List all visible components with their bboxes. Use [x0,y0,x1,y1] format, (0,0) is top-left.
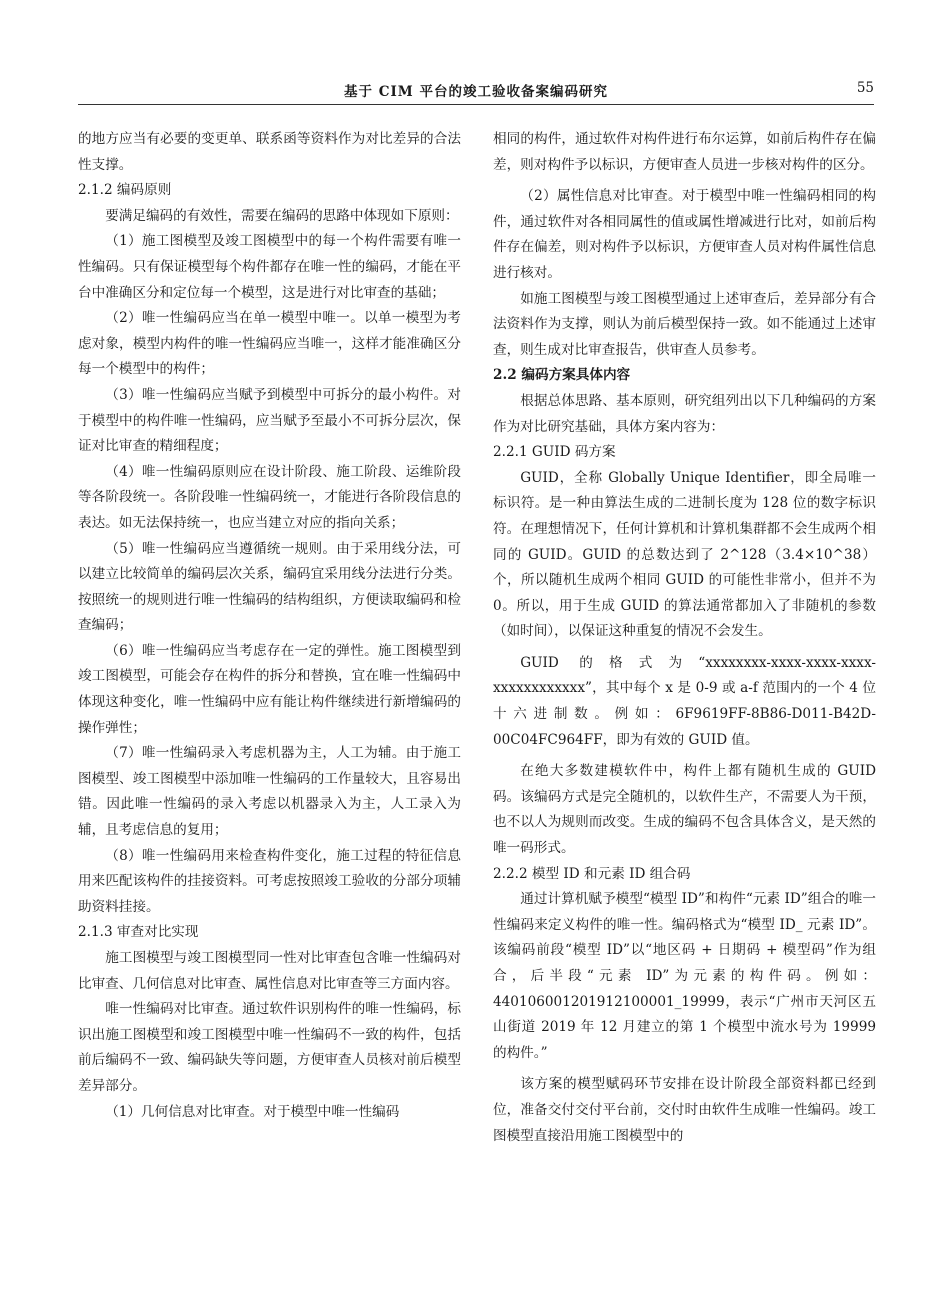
section-heading-2-2-1: 2.2.1 GUID 码方案 [493,444,616,461]
paragraph: 施工图模型与竣工图模型同一性对比审查包含唯一性编码对比审查、几何信息对比审查、属性信息对比审查等三方面内容。 [78,950,461,992]
paragraph: （2）属性信息对比审查。对于模型中唯一性编码相同的构件，通过软件对各相同属性的值或属性增减进行比对，如前后构件存在偏差，则对构件予以标识，方便审查人员对构件属性信息进行核对。 [493,188,876,281]
running-header [78,78,874,105]
paragraph: （1）几何信息对比审查。对于模型中唯一性编码 [105,1103,400,1120]
section-heading-2-1-3: 2.1.3 审查对比实现 [78,924,199,941]
paragraph: 如施工图模型与竣工图模型通过上述审查后，差异部分有合法资料作为支撑，则认为前后模型保持一致。如不能通过上述审查，则生成对比审查报告，供审查人员参考。 [493,290,876,358]
paragraph: （6）唯一性编码应当考虑存在一定的弹性。施工图模型到竣工图模型，可能会存在构件的拆分和替换，宜在唯一性编码中体现这种变化，唯一性编码中应有能让构件继续进行新增编码的操作弹性； [78,642,461,736]
paragraph: 唯一性编码对比审查。通过软件识别构件的唯一性编码，标识出施工图模型和竣工图模型中唯一性编码不一致的构件，包括前后编码不一致、编码缺失等问题，方便审查人员核对前后模型差异部分。 [78,1001,461,1094]
paragraph: （5）唯一性编码应当遵循统一规则。由于采用线分法，可以建立比较简单的编码层次关系，编码宜采用线分法进行分类。按照统一的规则进行唯一性编码的结构组织，方便读取编码和检查编码； [78,540,461,634]
right-column [493,127,876,1149]
paragraph: （3）唯一性编码应当赋予到模型中可拆分的最小构件。对于模型中的构件唯一性编码，应当赋予至最小不可拆分层次，保证对比审查的精细程度； [78,386,461,455]
paragraph: （7）唯一性编码录入考虑机器为主，人工为辅。由于施工图模型、竣工图模型中添加唯一性编码的工作量较大，且容易出错。因此唯一性编码的录入考虑以机器录入为主，人工录入为辅，且考虑信息的复用； [78,745,461,839]
page-number: 55 [856,80,874,96]
paragraph: 根据总体思路、基本原则，研究组列出以下几种编码的方案作为对比研究基础，具体方案内容为： [493,392,876,435]
paragraph: 相同的构件，通过软件对构件进行布尔运算，如前后构件存在偏差，则对构件予以标识，方便审查人员进一步核对构件的区分。 [493,131,876,173]
section-heading-2-2-2: 2.2.2 模型 ID 和元素 ID 组合码 [493,865,691,882]
paragraph: GUID 的格式为“xxxxxxxx-xxxx-xxxx-xxxx-xxxxxxxxxxxx”，其中每个 x 是 0-9 或 a-f 范围内的一个 4 位十六进制数。例如：6F9619FF-8B86-D011-B42D-00C04FC964FF，即为有效的 GUID 值。 [493,654,876,748]
paragraph: 要满足编码的有效性，需要在编码的思路中体现如下原则： [105,207,459,224]
left-column [78,127,461,1125]
section-heading-2-1-2: 2.1.2 编码原则 [78,182,172,199]
running-header-title: 基于 CIM 平台的竣工验收备案编码研究 [344,84,608,100]
paragraph: （2）唯一性编码应当在单一模型中唯一。以单一模型为考虑对象，模型内构件的唯一性编码应当唯一，这样才能准确区分每一个模型中的构件； [78,310,461,378]
paragraph: （4）唯一性编码原则应在设计阶段、施工阶段、运维阶段等各阶段统一。各阶段唯一性编码统一，才能进行各阶段信息的表达。如无法保持统一，也应当建立对应的指向关系； [78,463,461,531]
paragraph: GUID，全称 Globally Unique Identifier，即全局唯一标识符。是一种由算法生成的二进制长度为 128 位的数字标识符。在理想情况下，任何计算机和计算机集群都不会生成两个相同的 GUID。GUID 的总数达到了 2^128（3.4×10^38）个，所以随机生成两个相同 GUID 的可能性非常小，但并不为 0。所以，用于生成 GUID 的算法通常都加入了非随机的参数（如时间），以保证这种重复的情况不会发生。 [493,469,876,640]
paragraph: 通过计算机赋予模型“模型 ID”和构件“元素 ID”组合的唯一性编码来定义构件的唯一性。编码格式为“模型 ID_ 元素 ID”。该编码前段“模型 ID”以“地区码 + 日期码 + 模型码”作为组合，后半段“元素 ID”为元素的构件码。例如：440106001201912100001_19999，表示“广州市天河区五山街道 2019 年 12 月建立的第 1 个模型中流水号为 19999 的构件。” [493,891,876,1061]
paragraph: 的地方应当有必要的变更单、联系函等资料作为对比差异的合法性支撑。 [78,131,461,173]
section-heading-2-2: 2.2 编码方案具体内容 [493,367,631,384]
paragraph: （8）唯一性编码用来检查构件变化，施工过程的特征信息用来匹配该构件的挂接资料。可考虑按照竣工验收的分部分项辅助资料挂接。 [78,847,461,915]
paragraph: （1）施工图模型及竣工图模型中的每一个构件需要有唯一性编码。只有保证模型每个构件都存在唯一性的编码，才能在平台中准确区分和定位每一个模型，这是进行对比审查的基础； [78,233,461,301]
paragraph: 该方案的模型赋码环节安排在设计阶段全部资料都已经到位，准备交付交付平台前，交付时由软件生成唯一性编码。竣工图模型直接沿用施工图模型中的 [493,1076,876,1144]
paragraph: 在绝大多数建模软件中，构件上都有随机生成的 GUID 码。该编码方式是完全随机的，以软件生产，不需要人为干预，也不以人为规则而改变。生成的编码不包含具体含义，是天然的唯一码形式。 [493,763,876,857]
